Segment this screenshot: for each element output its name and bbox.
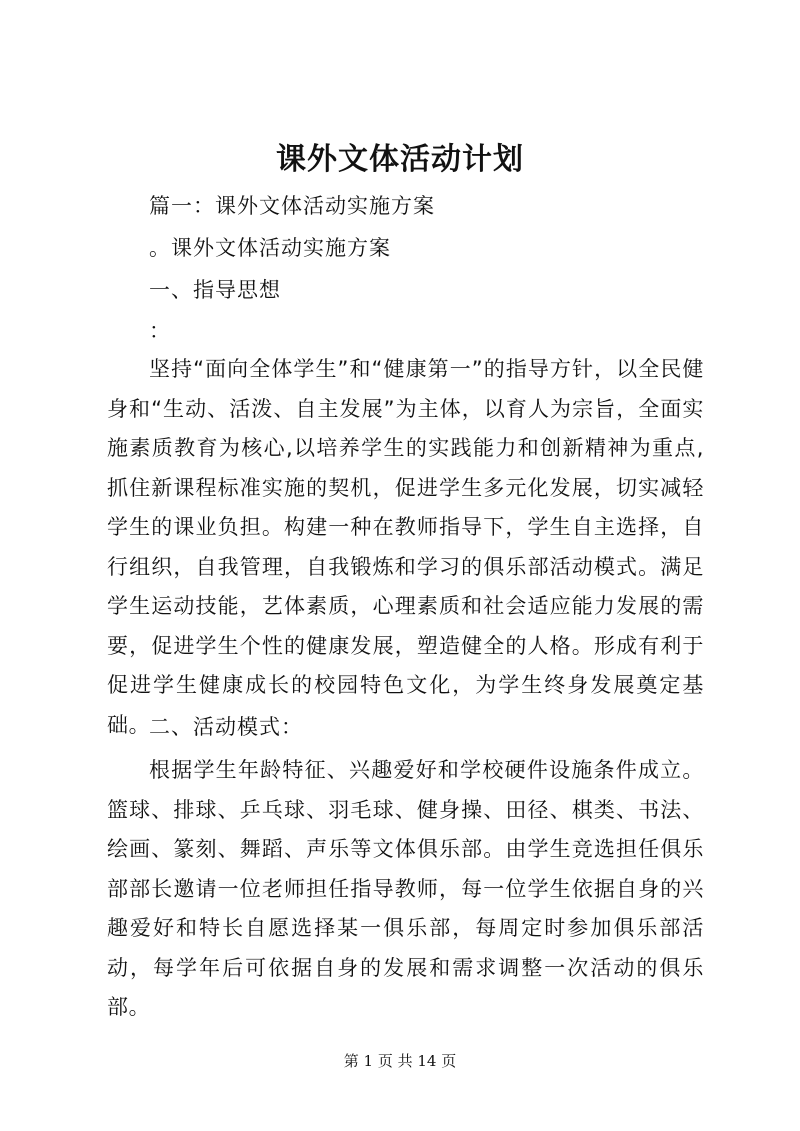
colon-line: ： (149, 319, 171, 343)
paragraph-activity-mode: 根据学生年龄特征、兴趣爱好和学校硬件设施条件成立。篮球、排球、乒乓球、羽毛球、健身操、田径、棋类、书法、绘画、篆刻、舞蹈、声乐等文体俱乐部。由学生竞选担任俱乐部部长邀请一位老师担任指导教师，每一位学生依据自身的兴趣爱好和特长自愿选择某一俱乐部，每周定时参加俱乐部活动，每学年后可依据自身的发展和需求调整一次活动的俱乐部。 (107, 758, 704, 1019)
page-number-footer: 第 1 页 共 14 页 (343, 1052, 457, 1070)
section-heading-guiding-ideology: 一、指导思想 (149, 278, 281, 302)
paragraph-guiding-ideology: 坚持“面向全体学生”和“健康第一”的指导方针，以全民健身和“生动、活泼、自主发展”为主体，以育人为宗旨，全面实施素质教育为核心,以培养学生的实践能力和创新精神为重点,抓住新课程标准实施的契机，促进学生多元化发展，切实减轻学生的课业负担。构建一种在教师指导下，学生自主选择，自行组织，自我管理，自我锻炼和学习的俱乐部活动模式。满足学生运动技能，艺体素质，心理素质和社会适应能力发展的需要，促进学生个性的健康发展，塑造健全的人格。形成有利于促进学生健康成长的校园特色文化，为学生终身发展奠定基础。 (107, 357, 704, 737)
section-heading-activity-mode: 二、活动模式： (149, 715, 303, 739)
section-title-part1: 篇一：课外文体活动实施方案 (149, 194, 435, 218)
document-title: 课外文体活动计划 (276, 142, 524, 177)
subtitle-line: 。课外文体活动实施方案 (149, 236, 391, 260)
